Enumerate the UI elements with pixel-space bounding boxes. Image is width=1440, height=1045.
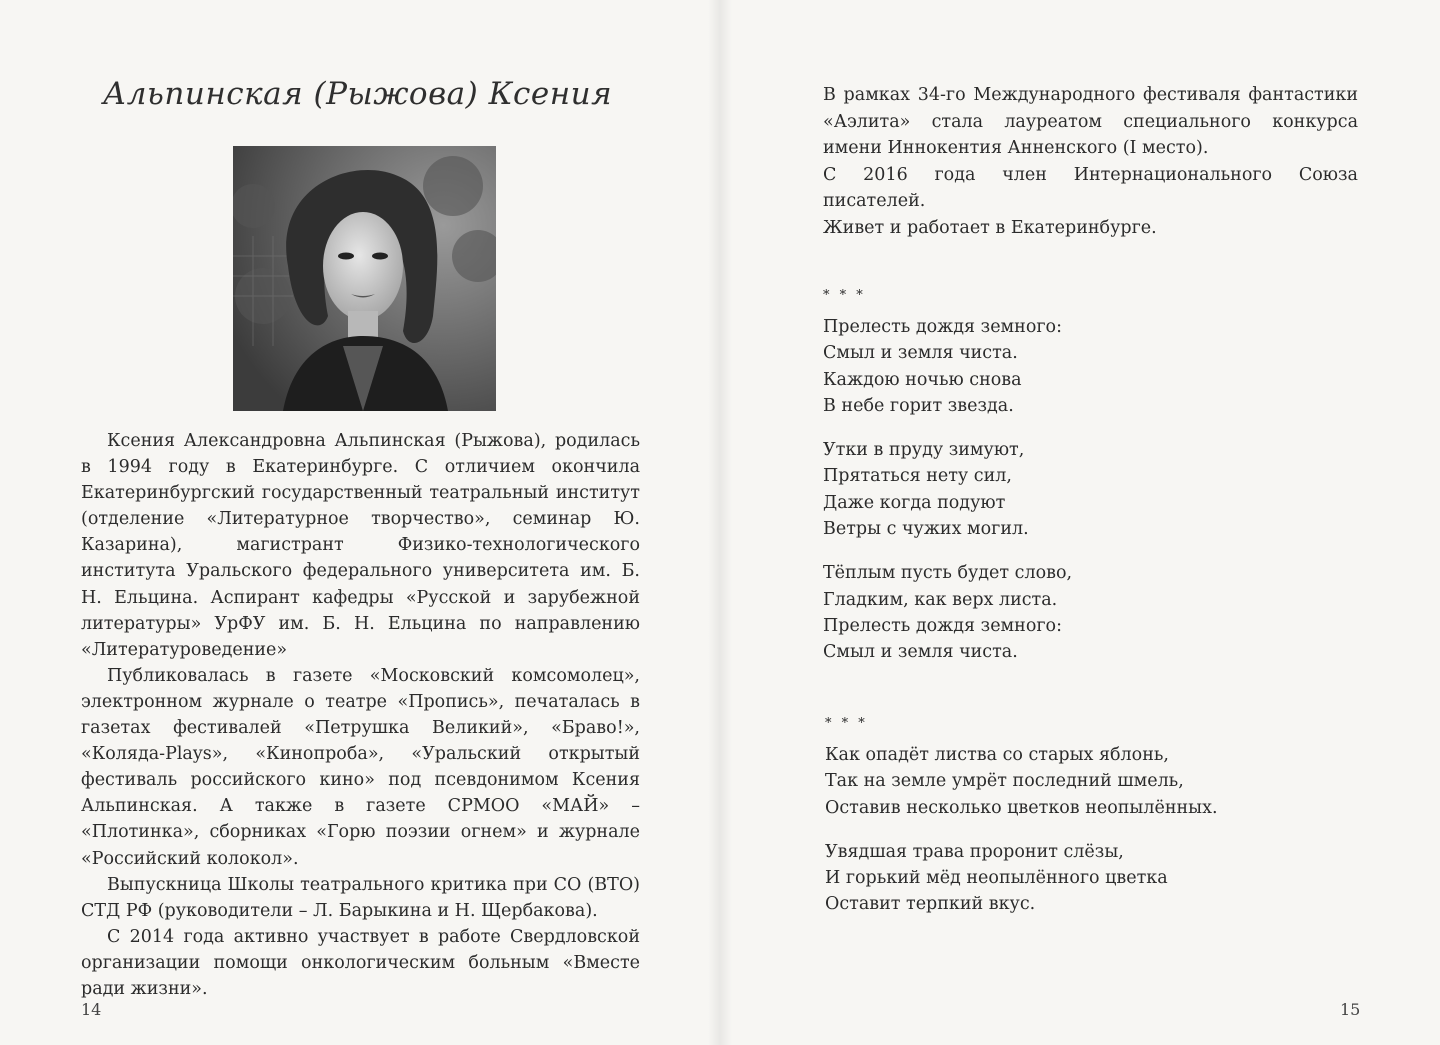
poem-line: Прятаться нету сил, <box>823 466 1012 487</box>
poem-line: Смыл и земля чиста. <box>823 642 1018 663</box>
poem-line: Утки в пруду зимуют, <box>823 440 1025 461</box>
page-number-right: 15 <box>1340 1000 1361 1019</box>
poem-line: Прелесть дождя земного: <box>823 615 1062 636</box>
bio-paragraph: Публиковалась в газете «Московский комсомолец», электронном журнале о театре «Пропись», печаталась в газетах фестивалей «Петрушка Великий», «Браво!», «Коляда-Plays», «Кинопроба», «Уральский открытый фестиваль российского кино» под псевдонимом Ксения Альпинская. А также в газете СРМОО «МАЙ» – «Плотинка», сборниках «Горю поэзии огнем» и журнале «Российский колокол». <box>81 665 640 869</box>
bio-paragraph: С 2014 года активно участвует в работе Свердловской организации помощи онкологическим больным «Вместе ради жизни». <box>81 926 640 999</box>
portrait-photo <box>233 146 496 411</box>
stanza <box>823 314 1072 419</box>
poem-line: Как опадёт листва со старых яблонь, <box>825 745 1169 765</box>
portrait-photo-icon <box>233 146 496 411</box>
bio-paragraph: Ксения Александровна Альпинская (Рыжова), родилась в 1994 году в Екатеринбурге. С отличием окончила Екатеринбургский государственный театральный институт (отделение «Литературное творчество», семинар Ю. Казарина), магистрант Физико-технологического института Уральского федерального университета им. Б. Н. Ельцина. Аспирант кафедры «Русской и зарубежной литературы» УрФУ им. Б. Н. Ельцина по направлению «Литературоведение» <box>81 431 640 660</box>
stanza <box>823 437 1072 542</box>
poem-line: Увядшая трава проронит слёзы, <box>825 841 1124 862</box>
poem-line: Прелесть дождя земного: <box>823 317 1062 337</box>
stanza <box>825 839 1218 918</box>
poem-line: Тёплым пусть будет слово, <box>823 563 1073 584</box>
poem-line: Смыл и земля чиста. <box>823 343 1018 364</box>
stanza <box>823 560 1072 665</box>
poem-line: Так на земле умрёт последний шмель, <box>825 771 1184 792</box>
poem-line: Даже когда подуют <box>823 492 1006 513</box>
author-name: Альпинская (Рыжова) Ксения <box>102 76 613 112</box>
poem-line: Ветры с чужих могил. <box>823 519 1029 540</box>
bio-paragraph: С 2016 года член Интернационального Союза писателей. <box>823 164 1358 211</box>
bio-paragraph: В рамках 34-го Международного фестиваля фантастики «Аэлита» стала лауреатом специального конкурса имени Иннокентия Анненского (I место). <box>823 85 1358 158</box>
biography-continuation <box>823 82 1358 241</box>
poem-separator: * * * <box>825 716 868 731</box>
poem-separator: * * * <box>823 288 866 303</box>
poem-line: Каждою ночью снова <box>823 369 1022 390</box>
right-page <box>720 0 1440 1045</box>
poem-line: Оставив несколько цветков неопылённых. <box>825 797 1218 818</box>
poem-1 <box>823 288 1072 684</box>
bio-paragraph: Выпускница Школы театрального критика при СО (ВТО) СТД РФ (руководители – Л. Барыкина и Н. Щербакова). <box>81 874 640 921</box>
poem-line: В небе горит звезда. <box>823 395 1014 416</box>
poem-2 <box>825 716 1218 936</box>
poem-line: Гладким, как верх листа. <box>823 589 1058 610</box>
stanza <box>825 742 1218 821</box>
bio-paragraph: Живет и работает в Екатеринбурге. <box>823 217 1157 238</box>
author-biography <box>81 428 640 1002</box>
page-number-left: 14 <box>81 1000 102 1019</box>
poem-line: И горький мёд неопылённого цветка <box>825 868 1168 889</box>
poem-line: Оставит терпкий вкус. <box>825 894 1036 915</box>
